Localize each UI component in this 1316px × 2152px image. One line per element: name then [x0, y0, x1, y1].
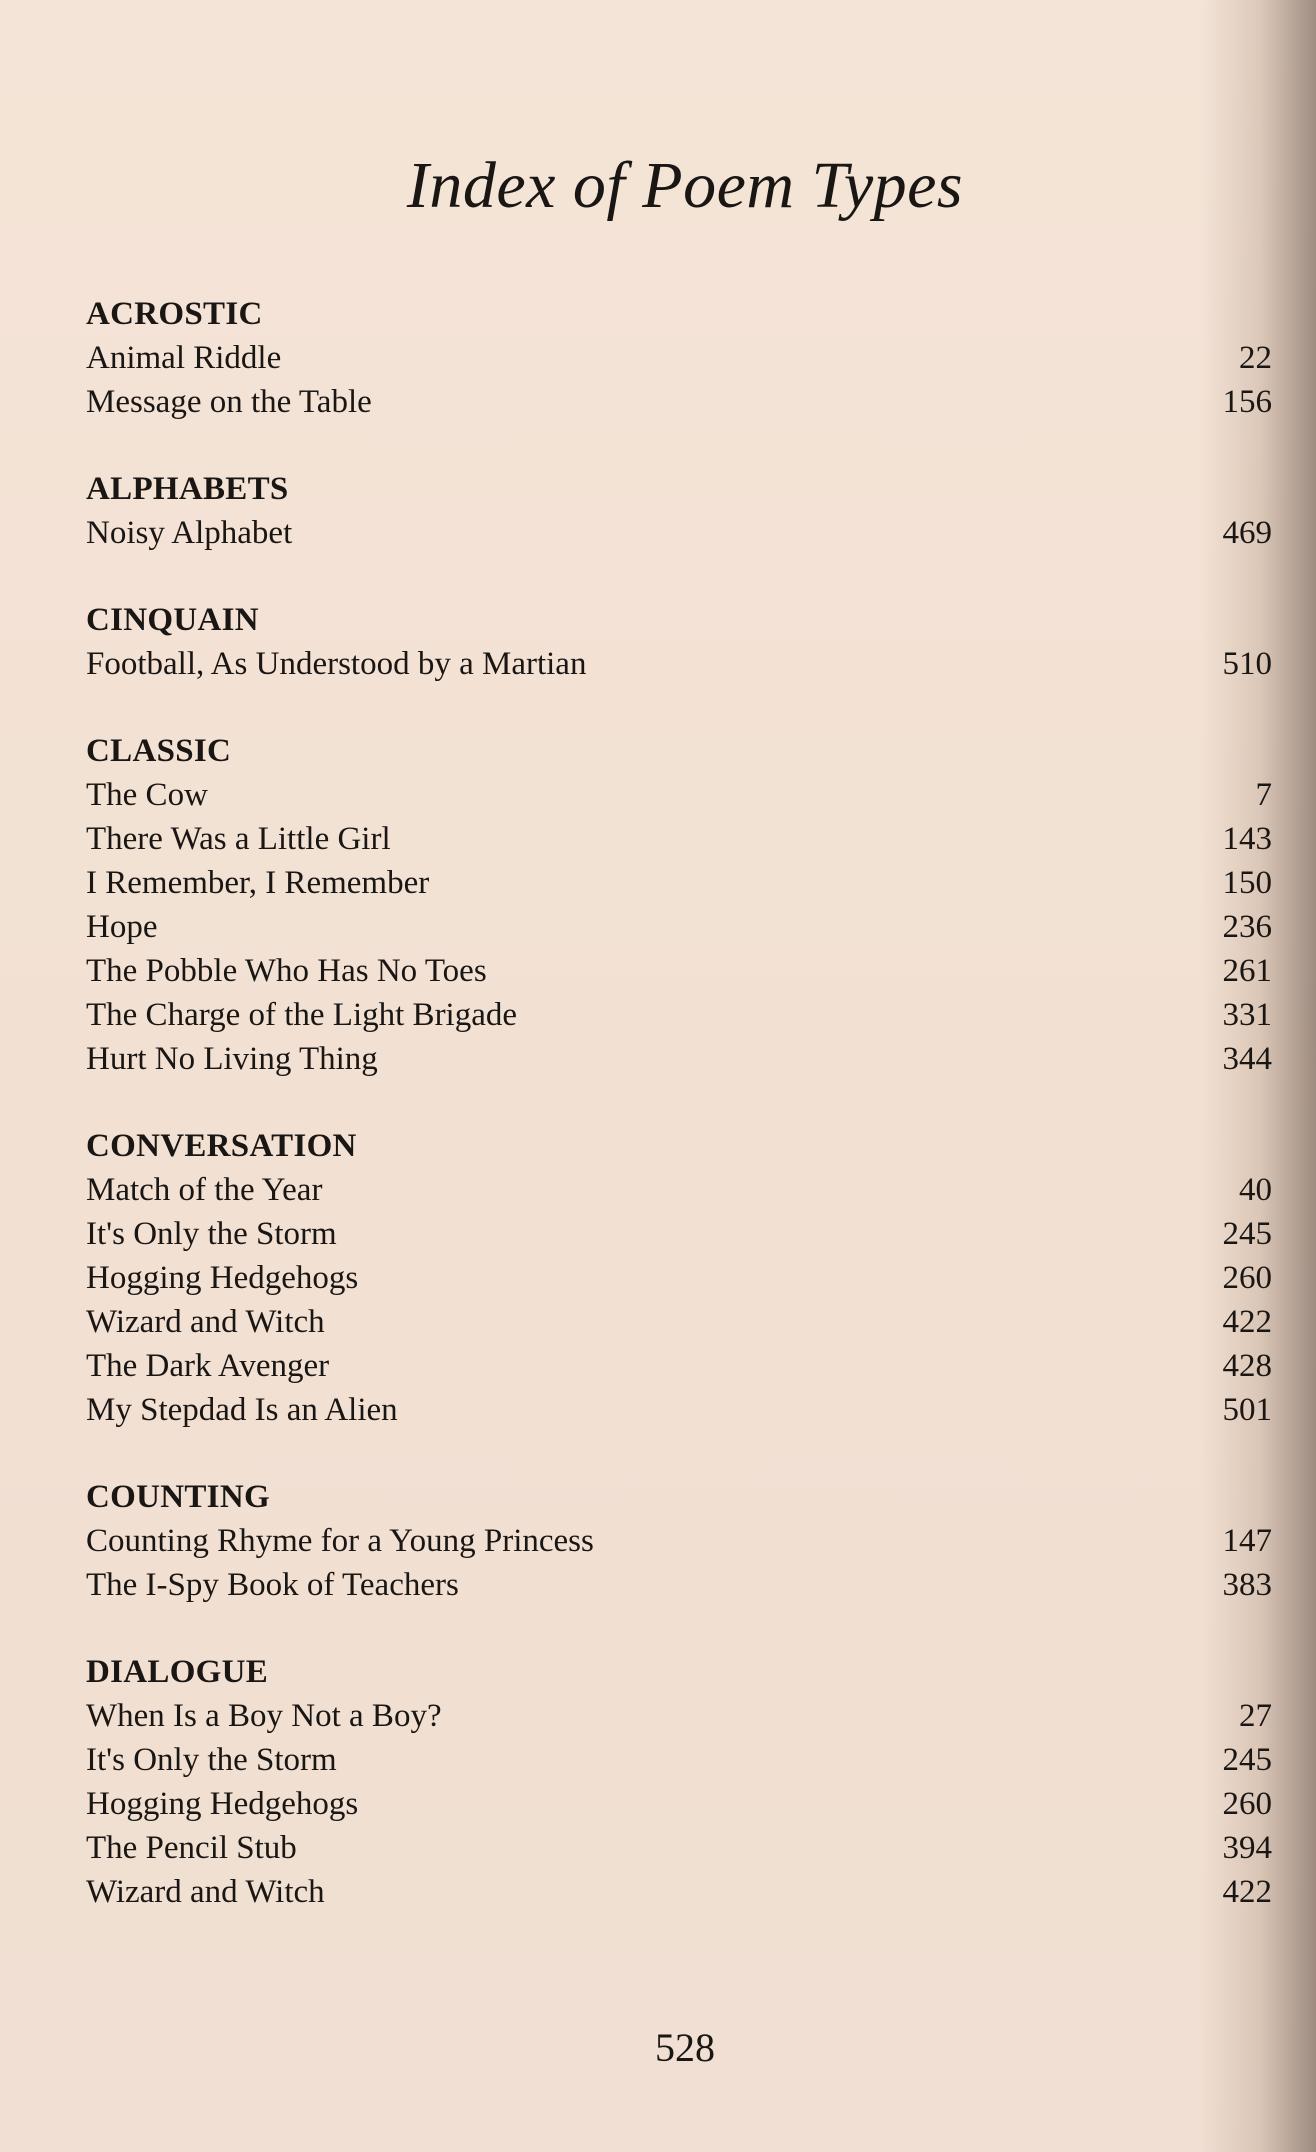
- entry-page-number: 156: [1222, 384, 1272, 420]
- entry-page-number: 143: [1222, 821, 1272, 857]
- index-section: [86, 467, 1272, 555]
- index-list: [86, 292, 1272, 1957]
- index-entry: [86, 1694, 1272, 1738]
- entry-page-number: 27: [1239, 1698, 1272, 1734]
- entry-title: The I-Spy Book of Teachers: [86, 1567, 459, 1603]
- entry-title: Hope: [86, 909, 158, 945]
- index-entry: [86, 773, 1272, 817]
- entry-title: The Cow: [86, 777, 208, 813]
- index-section: [86, 729, 1272, 1081]
- entry-title: The Dark Avenger: [86, 1348, 330, 1384]
- index-section: [86, 1475, 1272, 1607]
- entry-page-number: 422: [1222, 1874, 1272, 1910]
- section-heading: COUNTING: [86, 1479, 270, 1515]
- index-entry: [86, 1037, 1272, 1081]
- index-entry: [86, 861, 1272, 905]
- entry-page-number: 344: [1222, 1041, 1272, 1077]
- entry-page-number: 501: [1222, 1392, 1272, 1428]
- page-title: Index of Poem Types: [406, 149, 964, 222]
- index-entry: [86, 336, 1272, 380]
- entry-title: Wizard and Witch: [86, 1874, 325, 1910]
- entry-title: It's Only the Storm: [86, 1742, 337, 1778]
- entry-page-number: 260: [1222, 1786, 1272, 1822]
- entry-title: When Is a Boy Not a Boy?: [86, 1698, 442, 1734]
- entry-page-number: 422: [1222, 1304, 1272, 1340]
- entry-page-number: 245: [1222, 1742, 1272, 1778]
- page-number: 528: [655, 2025, 715, 2070]
- entry-title: Message on the Table: [86, 384, 372, 420]
- index-entry: [86, 1168, 1272, 1212]
- entry-title: Hurt No Living Thing: [86, 1041, 378, 1077]
- entry-title: Hogging Hedgehogs: [86, 1260, 359, 1296]
- index-entry: [86, 1870, 1272, 1914]
- entry-title: I Remember, I Remember: [86, 865, 430, 901]
- entry-title: Football, As Understood by a Martian: [86, 646, 587, 682]
- index-entry: [86, 817, 1272, 861]
- entry-title: Match of the Year: [86, 1172, 323, 1208]
- section-heading: CLASSIC: [86, 733, 232, 769]
- entry-title: My Stepdad Is an Alien: [86, 1392, 398, 1428]
- index-entry: [86, 380, 1272, 424]
- entry-page-number: 469: [1222, 515, 1272, 551]
- section-heading: CINQUAIN: [86, 602, 259, 638]
- entry-page-number: 260: [1222, 1260, 1272, 1296]
- index-entry: [86, 1519, 1272, 1563]
- index-entry: [86, 1256, 1272, 1300]
- entry-title: The Pencil Stub: [86, 1830, 297, 1866]
- index-entry: [86, 642, 1272, 686]
- entry-title: The Pobble Who Has No Toes: [86, 953, 487, 989]
- index-section: [86, 598, 1272, 686]
- index-entry: [86, 1563, 1272, 1607]
- index-entry: [86, 1738, 1272, 1782]
- index-entry: [86, 1212, 1272, 1256]
- section-heading: CONVERSATION: [86, 1128, 357, 1164]
- index-section: [86, 1650, 1272, 1914]
- index-entry: [86, 949, 1272, 993]
- entry-page-number: 150: [1222, 865, 1272, 901]
- index-section: [86, 292, 1272, 424]
- entry-title: Animal Riddle: [86, 340, 282, 376]
- entry-page-number: 510: [1222, 646, 1272, 682]
- entry-page-number: 22: [1239, 340, 1272, 376]
- entry-page-number: 428: [1222, 1348, 1272, 1384]
- entry-title: It's Only the Storm: [86, 1216, 337, 1252]
- entry-page-number: 383: [1222, 1567, 1272, 1603]
- index-entry: [86, 511, 1272, 555]
- entry-page-number: 236: [1222, 909, 1272, 945]
- entry-title: Wizard and Witch: [86, 1304, 325, 1340]
- entry-title: Hogging Hedgehogs: [86, 1786, 359, 1822]
- entry-title: There Was a Little Girl: [86, 821, 391, 857]
- entry-page-number: 40: [1239, 1172, 1272, 1208]
- entry-page-number: 394: [1222, 1830, 1272, 1866]
- index-entry: [86, 993, 1272, 1037]
- index-entry: [86, 1344, 1272, 1388]
- entry-page-number: 147: [1222, 1523, 1272, 1559]
- section-heading: ALPHABETS: [86, 471, 289, 507]
- section-heading: DIALOGUE: [86, 1654, 269, 1690]
- entry-page-number: 261: [1222, 953, 1272, 989]
- entry-page-number: 7: [1255, 777, 1272, 813]
- entry-title: Counting Rhyme for a Young Princess: [86, 1523, 594, 1559]
- index-section: [86, 1124, 1272, 1432]
- entry-title: The Charge of the Light Brigade: [86, 997, 518, 1033]
- section-heading: ACROSTIC: [86, 296, 263, 332]
- index-entry: [86, 1300, 1272, 1344]
- index-entry: [86, 1782, 1272, 1826]
- entry-page-number: 331: [1222, 997, 1272, 1033]
- index-entry: [86, 1388, 1272, 1432]
- index-entry: [86, 905, 1272, 949]
- index-entry: [86, 1826, 1272, 1870]
- entry-title: Noisy Alphabet: [86, 515, 293, 551]
- entry-page-number: 245: [1222, 1216, 1272, 1252]
